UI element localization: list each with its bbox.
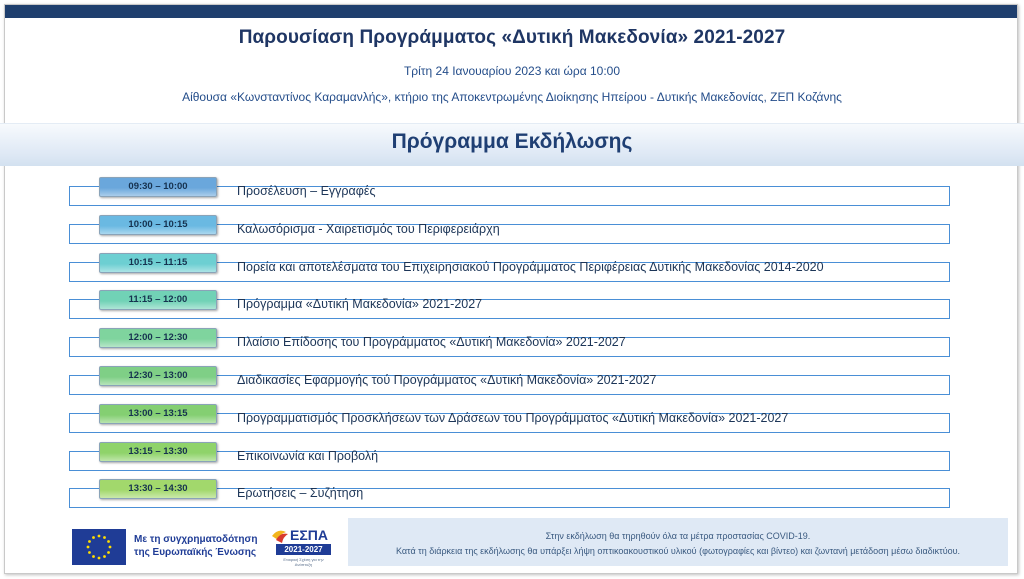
schedule-item-title: Προγραμματισμός Προσκλήσεων των Δράσεων του Προγράμματος «Δυτική Μακεδονία» 2021-2027 (237, 411, 789, 425)
program-heading: Πρόγραμμα Εκδήλωσης (391, 130, 633, 153)
eu-star (107, 551, 110, 554)
eu-star (107, 540, 110, 543)
schedule-row (69, 445, 951, 471)
schedule-row (69, 407, 951, 433)
schedule-row-edge (69, 337, 70, 357)
schedule-time-badge: 13:00 – 13:15 (99, 404, 217, 424)
schedule-row (69, 293, 951, 319)
schedule-time-badge: 13:30 – 14:30 (99, 479, 217, 499)
eu-cofunding-line1: Με τη συγχρηματοδότηση (134, 534, 258, 545)
schedule-item-title: Προσέλευση – Εγγραφές (237, 184, 376, 198)
schedule-item-title: Πρόγραμμα «Δυτική Μακεδονία» 2021-2027 (237, 297, 483, 311)
eu-star (92, 536, 95, 539)
footer-notes-panel (348, 518, 1008, 566)
eu-flag-icon (72, 529, 126, 565)
top-bar (5, 5, 1017, 18)
eu-cofunding-line2: της Ευρωπαϊκής Ένωσης (134, 547, 257, 558)
schedule-row-edge (69, 488, 70, 508)
schedule-item-title: Διαδικασίες Εφαρμογής τού Προγράμματος «Δυτική Μακεδονία» 2021-2027 (237, 373, 657, 387)
eu-star (103, 536, 106, 539)
schedule-row-edge (69, 224, 70, 244)
eu-star (109, 546, 112, 549)
schedule-item-title: Ερωτήσεις – Συζήτηση (237, 486, 364, 500)
schedule-time-badge: 09:30 – 10:00 (99, 177, 217, 197)
schedule-time-badge: 12:30 – 13:00 (99, 366, 217, 386)
schedule-time-badge: 12:00 – 12:30 (99, 328, 217, 348)
eu-star (92, 555, 95, 558)
eu-star (98, 535, 101, 538)
espa-logo-tagline: Εταιρική Σχέση για την Ανάπτυξη (283, 557, 324, 567)
schedule-time-badge: 13:15 – 13:30 (99, 442, 217, 462)
schedule-row (69, 218, 951, 244)
schedule-row-edge (69, 299, 70, 319)
schedule-item-title: Επικοινωνία και Προβολή (237, 449, 379, 463)
schedule-item-title: Πλαίσιο Επίδοσης του Προγράμματος «Δυτική Μακεδονία» 2021-2027 (237, 335, 626, 349)
page-title: Παρουσίαση Προγράμματος «Δυτική Μακεδονία» 2021-2027 (238, 27, 786, 48)
schedule-row-edge (69, 375, 70, 395)
schedule-time-badge: 10:00 – 10:15 (99, 215, 217, 235)
schedule-time-badge: 10:15 – 11:15 (99, 253, 217, 273)
schedule-row-edge (69, 186, 70, 206)
schedule-row (69, 369, 951, 395)
schedule-row-edge (69, 451, 70, 471)
footer-note-recording: Κατά τη διάρκεια της εκδήλωσης θα υπάρξει λήψη οπτικοακουστικού υλικού (φωτογραφίες και βίντεο) και ζωντανή μετάδοση μέσω διαδικτύου. (395, 546, 961, 556)
schedule-item-title: Πορεία και αποτελέσματα του Επιχειρησιακού Προγράμματος Περιφέρειας Δυτικής Μακεδονίας 2014-2020 (237, 260, 824, 274)
schedule-row-edge (69, 413, 70, 433)
schedule-row (69, 331, 951, 357)
espa-logo-years: 2021-2027 (276, 544, 331, 555)
schedule-time-badge: 11:15 – 12:00 (99, 290, 217, 310)
schedule-row (69, 482, 951, 508)
schedule-row (69, 256, 951, 282)
eu-star (103, 555, 106, 558)
schedule-row-edge (69, 262, 70, 282)
eu-star (87, 546, 90, 549)
event-venue: Αίθουσα «Κωνσταντίνος Καραμανλής», κτήριο της Αποκεντρωμένης Διοίκησης Ηπείρου - Δυτικής Μακεδονίας, ΖΕΠ Κοζάνης (182, 90, 842, 104)
espa-logo-word: ΕΣΠΑ (290, 527, 328, 543)
eu-star (88, 540, 91, 543)
schedule-row (69, 180, 951, 206)
schedule-item-title: Καλωσόρισμα - Χαιρετισμός του Περιφερειάρχη (237, 222, 500, 236)
footer-note-covid: Στην εκδήλωση θα τηρηθούν όλα τα μέτρα προστασίας COVID-19. (545, 531, 811, 541)
event-date: Τρίτη 24 Ιανουαρίου 2023 και ώρα 10:00 (403, 64, 621, 78)
eu-star (98, 557, 101, 560)
eu-star (88, 551, 91, 554)
